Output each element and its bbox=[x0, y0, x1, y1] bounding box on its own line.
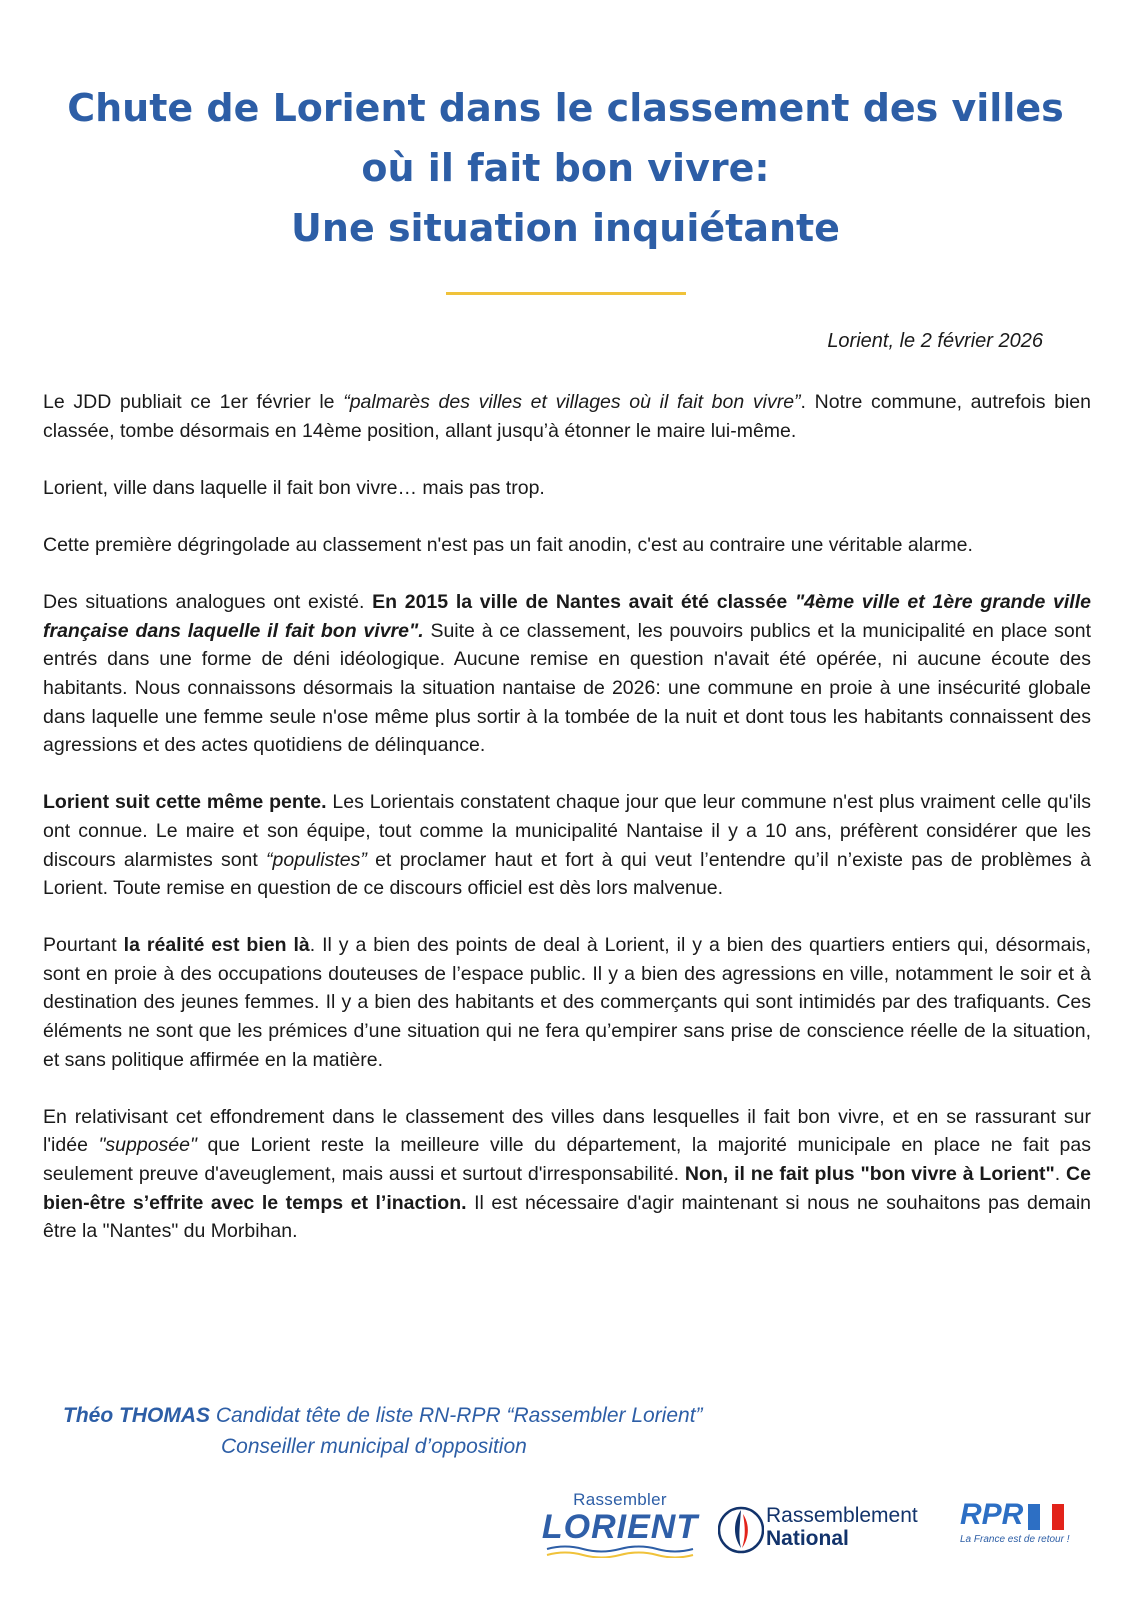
p5-quote: “populistes” bbox=[266, 848, 367, 871]
paragraph-4 bbox=[43, 588, 1091, 760]
p7-bold-2: Ce bien-être s’effrite avec le temps et l’inaction. bbox=[43, 1163, 1091, 1214]
p1-text-c: . Notre commune, autrefois bien classée, tombe désormais en 14ème position, allant jusqu’à étonner le maire lui-même. bbox=[43, 391, 1091, 442]
p4-bold: En 2015 la ville de Nantes avait été classée bbox=[372, 591, 795, 614]
paragraph-6 bbox=[43, 931, 1091, 1074]
rn-line-2: National bbox=[766, 1527, 849, 1550]
rpr-tagline: La France est de retour ! bbox=[960, 1534, 1070, 1545]
paragraph-2: Lorient, ville dans laquelle il fait bon vivre… mais pas trop. bbox=[43, 476, 545, 499]
flag-icon bbox=[1028, 1504, 1064, 1530]
title-divider bbox=[446, 292, 686, 295]
p4-text-d: Suite à ce classement, les pouvoirs publics et la municipalité en place sont entrés dans une forme de déni idéologique. Aucune remise en question n'avait été opérée, ni aucune écoute des habitants. Nous connaissons désormais la situation nantaise de 2026: une commune en proie à une insécurité globale dans laquelle une femme seule n'ose même plus sortir à la tombée de la nuit et dont tous les habitants connaissent des agressions et des actes quotidiens de délinquance. bbox=[43, 619, 1091, 757]
paragraph-5 bbox=[43, 788, 1091, 902]
rpr-logo bbox=[960, 1498, 1090, 1558]
p5-text-d: et proclamer haut et fort à qui veut l’entendre qu’il n’existe pas de problèmes à Lorient. Toute remise en question de ce discours officiel est dès lors malvenue. bbox=[43, 848, 1091, 900]
p4-bold-quote: "4ème ville et 1ère grande ville française dans laquelle il fait bon vivre". bbox=[43, 591, 1091, 642]
page-title bbox=[40, 78, 1091, 258]
p7-text-a: En relativisant cet effondrement dans le classement des villes dans lesquelles il fait bon vivre, et en se rassurant sur l'idée bbox=[43, 1105, 1091, 1157]
rn-line-1: Rassemblement bbox=[766, 1504, 918, 1527]
rassembler-logo-big: LORIENT bbox=[541, 1508, 699, 1546]
title-line-1: Chute de Lorient dans le classement des villes bbox=[67, 86, 1064, 130]
wave-icon bbox=[545, 1544, 695, 1558]
p7-text-c: que Lorient reste la meilleure ville du département, la majorité municipale en place ne fait pas seulement preuve d'aveuglement, mais aussi et surtout d'irresponsabilité. bbox=[43, 1134, 1091, 1186]
signature-block bbox=[63, 1400, 703, 1462]
p5-bold: Lorient suit cette même pente. bbox=[43, 791, 327, 814]
logo-strip bbox=[540, 1490, 1100, 1570]
p1-quote: “palmarès des villes et villages où il fait bon vivre” bbox=[343, 391, 801, 413]
rn-text bbox=[766, 1504, 918, 1550]
p1-text-a: Le JDD publiait ce 1er février le bbox=[43, 391, 344, 413]
p6-text-c: . Il y a bien des points de deal à Lorient, il y a bien des quartiers entiers qui, désormais, sont en proie à des occupations douteuses de l’espace public. Il y a bien des agressions en ville, notamment le soir et à destination des jeunes femmes. Il y a bien des habitants et des commerçants qui sont intimidés par des trafiquants. Ces éléments ne sont que les prémices d’une situation qui ne fera qu’empirer sans prise de conscience réelle de la situation, et sans politique affirmée en la matière. bbox=[43, 934, 1091, 1071]
p7-quote: "supposée" bbox=[98, 1134, 197, 1157]
p7-bold-1: Non, il ne fait plus "bon vivre à Lorient" bbox=[684, 1163, 1055, 1186]
p4-text-a: Des situations analogues ont existé. bbox=[43, 591, 373, 614]
title-line-3: Une situation inquiétante bbox=[291, 206, 840, 250]
rassemblement-national-logo bbox=[718, 1498, 958, 1568]
paragraph-3: Cette première dégringolade au classement n'est pas un fait anodin, c'est au contraire une véritable alarme. bbox=[43, 533, 973, 556]
paragraph-1 bbox=[43, 388, 1091, 445]
rassembler-lorient-logo bbox=[540, 1490, 700, 1570]
rpr-mark: RPR bbox=[960, 1498, 1024, 1531]
p6-bold: la réalité est bien là bbox=[123, 934, 310, 957]
signature-role-2: Conseiller municipal d’opposition bbox=[221, 1435, 527, 1458]
article-body bbox=[43, 388, 1091, 1274]
flame-icon bbox=[718, 1498, 764, 1562]
p7-text-e: . bbox=[1054, 1163, 1067, 1186]
p5-text-b: Les Lorientais constatent chaque jour que leur commune n'est plus vraiment celle qu'ils ont connue. Le maire et son équipe, tout comme la municipalité Nantaise il y a 10 ans, préfèrent considérer que les discours alarmistes sont bbox=[43, 791, 1091, 871]
dateline: Lorient, le 2 février 2026 bbox=[827, 330, 1043, 352]
p6-text-a: Pourtant bbox=[43, 934, 124, 957]
paragraph-7 bbox=[43, 1103, 1091, 1246]
p7-text-g: Il est nécessaire d'agir maintenant si nous ne souhaitons pas demain être la "Nantes" du Morbihan. bbox=[43, 1191, 1092, 1243]
title-line-2: où il fait bon vivre: bbox=[361, 146, 770, 190]
signature-name: Théo THOMAS bbox=[63, 1404, 210, 1427]
rassembler-logo-small: Rassembler bbox=[573, 1490, 667, 1509]
signature-role-1: Candidat tête de liste RN-RPR “Rassembler Lorient” bbox=[210, 1404, 703, 1427]
